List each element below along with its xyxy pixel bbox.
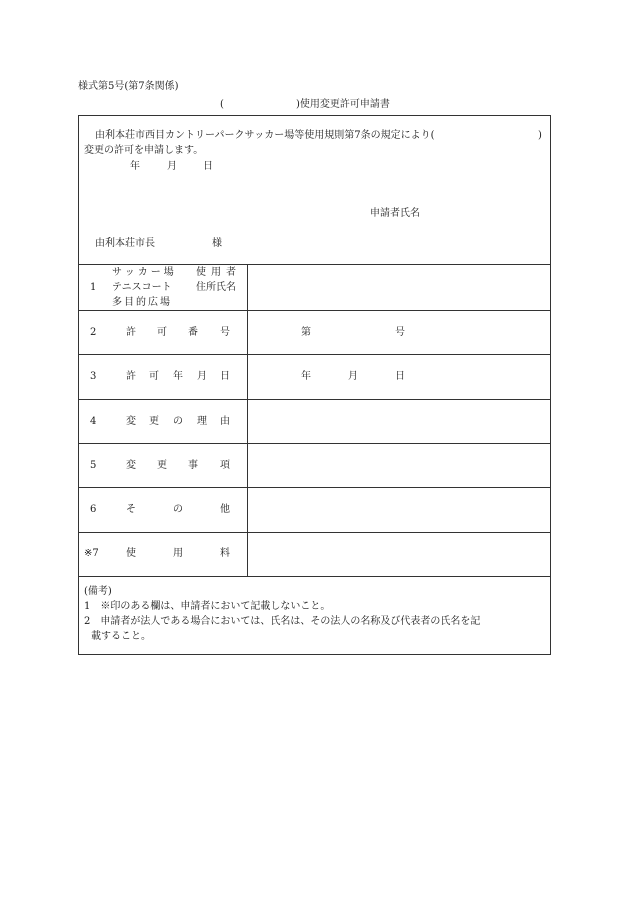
date-day: 日 <box>203 161 213 172</box>
permit-date-year: 年 <box>301 371 311 382</box>
permit-date-month: 月 <box>348 371 358 382</box>
row2-label-char: 号 <box>220 327 230 338</box>
form-number: 様式第5号(第7条関係) <box>78 81 179 92</box>
row6-label-char: そ <box>126 504 136 515</box>
row6-label-char: 他 <box>220 504 230 515</box>
row7-label-char: 料 <box>220 548 230 559</box>
row2-number: 2 <box>90 327 97 338</box>
row4-label-char: 更 <box>149 416 159 427</box>
row4-number: 4 <box>90 416 97 427</box>
addressee-name: 由利本荘市長 <box>95 238 155 249</box>
row1-number: 1 <box>90 282 97 293</box>
row1-facility-tennis: テニスコート <box>112 282 172 293</box>
title-open-paren: ( <box>220 99 224 110</box>
row5-label-char: 更 <box>157 460 167 471</box>
row-divider <box>78 443 551 444</box>
row5-number: 5 <box>90 460 97 471</box>
row5-label-char: 事 <box>188 460 198 471</box>
row1-facility-multipurpose: 多目的広場 <box>112 297 172 308</box>
row3-label-char: 許 <box>126 371 136 382</box>
row6-label-char: の <box>173 504 183 515</box>
note-2-line1: 2 申請者が法人である場合においては、氏名は、その法人の名称及び代表者の氏名を記 <box>84 616 481 627</box>
form-title: )使用変更許可申請書 <box>296 99 390 110</box>
permit-date-day: 日 <box>395 371 405 382</box>
date-year: 年 <box>130 161 140 172</box>
note-2-line2: 載すること。 <box>91 631 151 642</box>
row4-label-char: 由 <box>220 416 230 427</box>
row7-number: ※7 <box>84 548 99 559</box>
row5-label-char: 変 <box>126 460 136 471</box>
row2-label-char: 可 <box>157 327 167 338</box>
note-1: 1 ※印のある欄は、申請者において記載しないこと。 <box>84 601 331 612</box>
row6-number: 6 <box>90 504 97 515</box>
notes-heading: (備考) <box>84 586 112 597</box>
row3-label-char: 月 <box>197 371 207 382</box>
row3-label-char: 日 <box>220 371 230 382</box>
row-divider <box>78 399 551 400</box>
form-frame <box>78 115 551 655</box>
row1-address-name-label: 住所氏名 <box>196 282 236 293</box>
row-divider <box>78 310 551 311</box>
row4-label-char: 理 <box>197 416 207 427</box>
date-month: 月 <box>167 161 177 172</box>
row-divider <box>78 487 551 488</box>
row-divider <box>78 354 551 355</box>
row3-number: 3 <box>90 371 97 382</box>
row2-label-char: 許 <box>126 327 136 338</box>
row3-label-char: 年 <box>173 371 183 382</box>
row3-label-char: 可 <box>149 371 159 382</box>
intro-line2: 変更の許可を申請します。 <box>84 145 204 156</box>
row4-label-char: 変 <box>126 416 136 427</box>
row7-label-char: 使 <box>126 548 136 559</box>
permit-number-suffix: 号 <box>395 327 405 338</box>
row1-facility-soccer: サッカー場 <box>112 267 177 278</box>
intro-line1: 由利本荘市西目カントリーパークサッカー場等使用規則第7条の規定により( <box>95 130 435 141</box>
row2-label-char: 番 <box>188 327 198 338</box>
permit-number-prefix: 第 <box>301 327 311 338</box>
row1-user-label: 使用者 <box>196 267 241 278</box>
row-divider <box>78 532 551 533</box>
row5-label-char: 項 <box>220 460 230 471</box>
applicant-name-label: 申請者氏名 <box>370 208 420 219</box>
addressee-honorific: 様 <box>212 238 222 249</box>
column-divider <box>247 264 248 576</box>
row7-label-char: 用 <box>173 548 183 559</box>
row-divider <box>78 264 551 265</box>
row-divider <box>78 576 551 577</box>
row4-label-char: の <box>173 416 183 427</box>
intro-line1-close: ) <box>538 130 542 141</box>
